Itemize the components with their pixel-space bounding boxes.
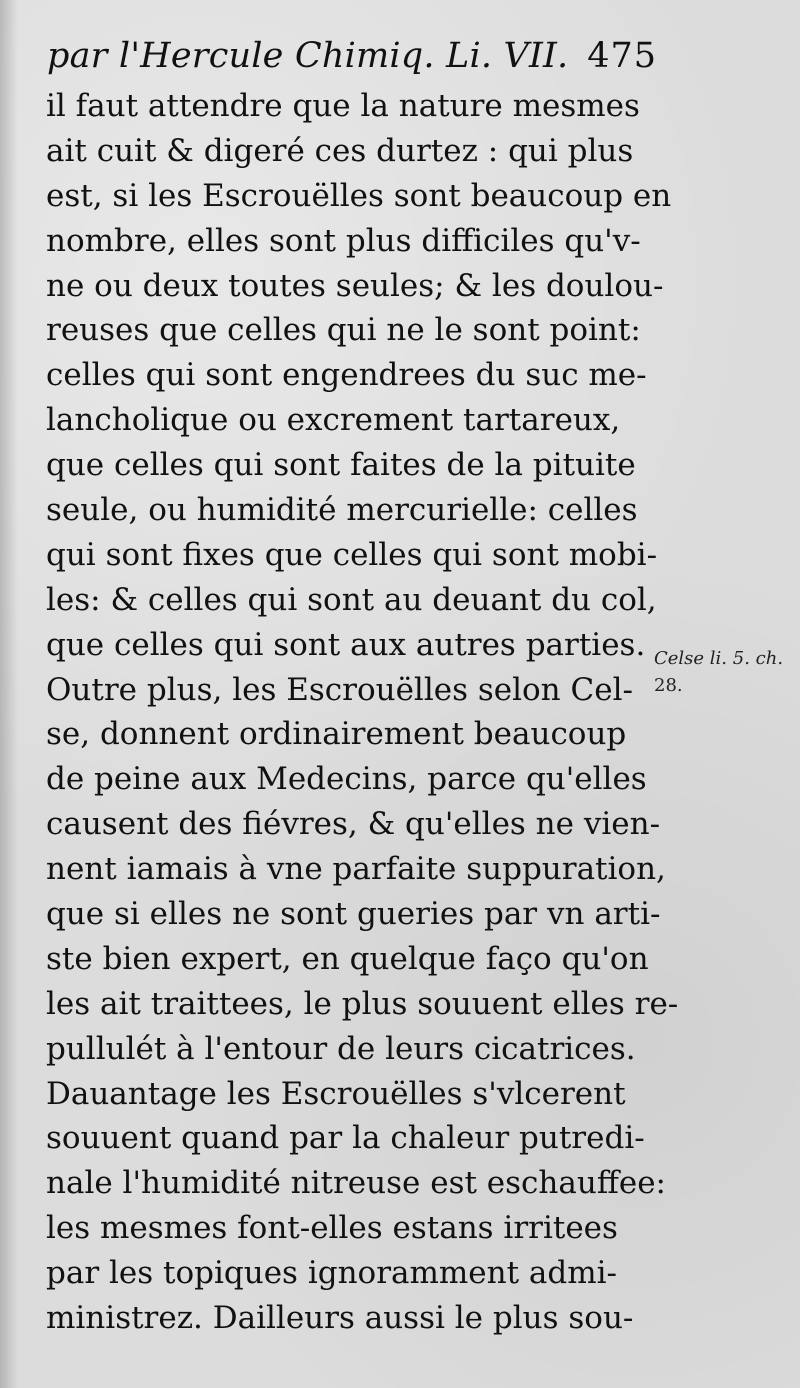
- text-line: les ait traittees, le plus souuent elles re-: [46, 985, 679, 1022]
- text-line: ministrez. Dailleurs aussi le plus sou-: [46, 1300, 634, 1337]
- text-line: seule, ou humidité mercurielle: celles: [46, 492, 638, 529]
- text-line: pullulét à l'entour de leurs cicatrices.: [46, 1030, 636, 1067]
- text-line: celles qui sont engendrees du suc me-: [46, 357, 647, 394]
- text-line: souuent quand par la chaleur putredi-: [46, 1120, 645, 1157]
- show-through-bleed: [688, 740, 778, 960]
- text-line: Dauantage les Escrouëlles s'vlcerent: [46, 1075, 626, 1112]
- margin-note-reference: Celse li. 5. ch.: [654, 648, 784, 669]
- margin-note: [654, 645, 794, 699]
- text-line: ne ou deux toutes seules; & les doulou-: [46, 267, 664, 304]
- page-gutter-shadow: [0, 0, 18, 1388]
- text-line: nombre, elles sont plus difficiles qu'v-: [46, 222, 641, 259]
- text-line: il faut attendre que la nature mesmes: [46, 88, 640, 124]
- text-line: qui sont fixes que celles qui sont mobi-: [46, 536, 658, 573]
- text-line: causent des fiévres, & qu'elles ne vien-: [46, 806, 661, 843]
- text-line: ste bien expert, en quelque faço qu'on: [46, 940, 649, 977]
- text-line: lancholique ou excrement tartareux,: [46, 402, 621, 439]
- text-line: que si elles ne sont gueries par vn arti-: [46, 896, 661, 933]
- text-line: par les topiques ignoramment admi-: [46, 1255, 618, 1292]
- running-title: par l'Hercule Chimiq. Li. VII.: [47, 36, 569, 76]
- text-line: Outre plus, les Escrouëlles selon Cel-: [46, 671, 633, 708]
- text-line: les mesmes font-elles estans irritees: [46, 1210, 618, 1247]
- text-line: que celles qui sont faites de la pituite: [46, 447, 636, 484]
- text-line: que celles qui sont aux autres parties.: [46, 626, 646, 663]
- text-line: nent iamais à vne parfaite suppuration,: [46, 851, 666, 888]
- text-line: reuses que celles qui ne le sont point:: [46, 312, 641, 349]
- page-header: [47, 32, 657, 80]
- text-line: est, si les Escrouëlles sont beaucoup en: [46, 177, 672, 214]
- page-number: 475: [587, 36, 657, 76]
- text-line: de peine aux Medecins, parce qu'elles: [46, 761, 647, 798]
- text-line: se, donnent ordinairement beaucoup: [46, 716, 627, 753]
- margin-note-number: 28.: [654, 675, 683, 696]
- text-line: nale l'humidité nitreuse est eschauffee:: [46, 1165, 666, 1202]
- text-line: les: & celles qui sont au deuant du col,: [46, 581, 657, 618]
- text-line: ait cuit & digeré ces durtez : qui plus: [46, 132, 634, 169]
